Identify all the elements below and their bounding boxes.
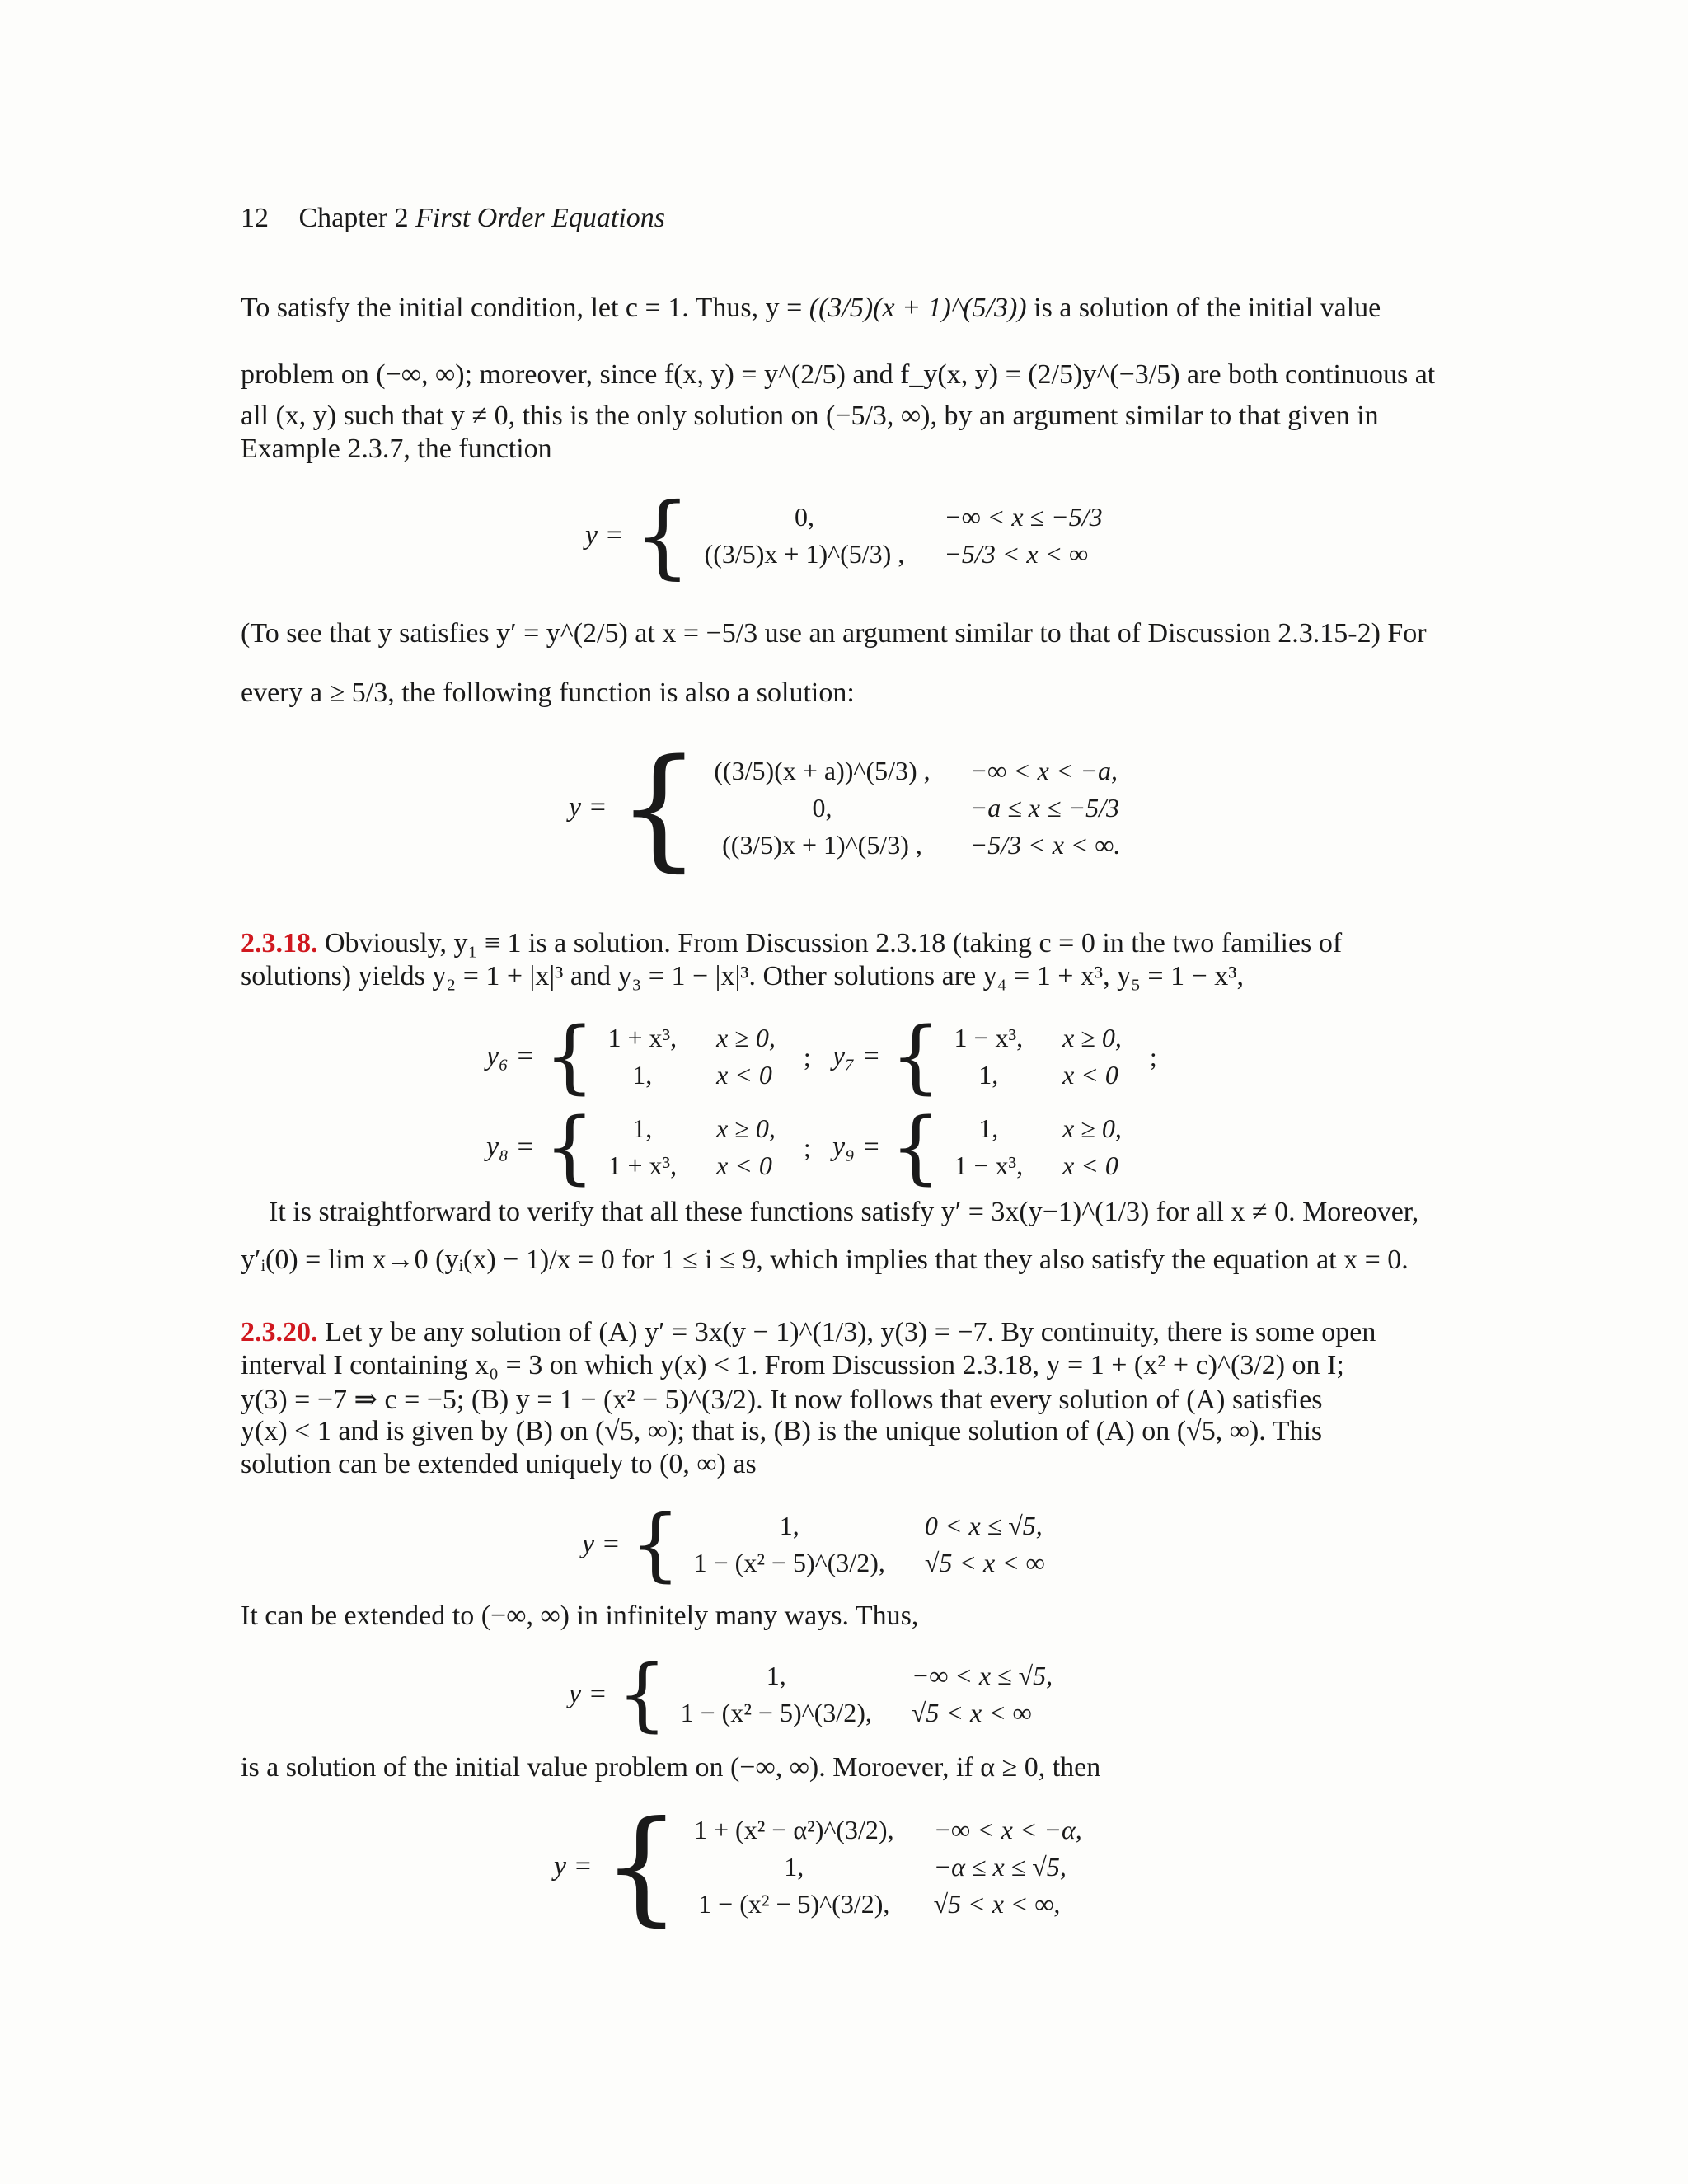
sec20-line3: y(3) = −7 ⇒ c = −5; (B) y = 1 − (x² − 5)^(3/2). It now follows that every solution of (A) satisfies (241, 1385, 1323, 1415)
running-header (241, 203, 665, 234)
para1-expr: ((3/5)(x + 1)^(5/3)) (809, 293, 1027, 323)
equation-piecewise-4: y = { 1, −∞ < x ≤ √5, 1 − (x² − 5)^(3/2), √5 < x < ∞ (569, 1655, 1072, 1734)
sec20-line2: interval I containing x₀ = 3 on which y(x) < 1. From Discussion 2.3.18, y = 1 + (x² + c)^(3/2) on I; (241, 1350, 1344, 1380)
equation-y6: y₆ = { 1 + x³, x ≥ 0, 1, x < 0 ; (486, 1010, 811, 1103)
equation-piecewise-3: y = { 1, 0 < x ≤ √5, 1 − (x² − 5)^(3/2), √5 < x < ∞ (582, 1505, 1065, 1584)
chapter-label: Chapter 2 (298, 203, 409, 233)
cases-table: 1, x ≥ 0, 1 + x³, x < 0 (607, 1113, 776, 1180)
case-row: ((3/5)(x + a))^(5/3) , −∞ < x < −a, (714, 755, 1118, 785)
cases-table: 1 − x³, x ≥ 0, 1, x < 0 (954, 1023, 1122, 1090)
left-brace-icon: { (633, 483, 692, 588)
case-row: ((3/5)x + 1)^(5/3) , −5/3 < x < ∞. (722, 829, 1121, 860)
equation-y8: y₈ = { 1, x ≥ 0, 1 + x³, x < 0 ; (486, 1101, 811, 1193)
para3-line2: y′ᵢ(0) = lim x→0 (yᵢ(x) − 1)/x = 0 for 1 ≤ i ≤ 9, which implies that they also satisfy the equation at x = 0. (241, 1244, 1409, 1275)
para1-text-b: is a solution of the initial value (1034, 293, 1381, 323)
equation-lhs: y = (585, 520, 624, 551)
exercise-label: 2.3.20. (241, 1317, 318, 1347)
para1-line2: problem on (−∞, ∞); moreover, since f(x, y) = y^(2/5) and f_y(x, y) = (2/5)y^(−3/5) are both continuous at (241, 359, 1436, 390)
left-brace-icon: { (890, 1101, 941, 1193)
page-number: 12 (241, 203, 269, 233)
left-brace-icon: { (602, 1795, 681, 1938)
para5: is a solution of the initial value problem on (−∞, ∞). Moroever, if α ≥ 0, then (241, 1752, 1101, 1783)
exercise-label: 2.3.18. (241, 928, 318, 958)
para1-line1 (241, 293, 1381, 324)
para3-line1: It is straightforward to verify that all these functions satisfy y′ = 3x(y−1)^(1/3) for all x ≠ 0. Moreover, (269, 1197, 1419, 1227)
sec20-line5: solution can be extended uniquely to (0, ∞) as (241, 1449, 757, 1479)
left-brace-icon: { (617, 730, 701, 884)
left-brace-icon: { (890, 1010, 941, 1103)
cases-table: 1 + (x² − α²)^(3/2), −∞ < x < −α, 1, −α ≤ x ≤ √5, 1 − (x² − 5)^(3/2), √5 < x < ∞, (693, 1814, 1082, 1919)
para1-text-a: To satisfy the initial condition, let c = 1. Thus, y = (241, 293, 809, 323)
equation-y7: y₇ = { 1 − x³, x ≥ 0, 1, x < 0 ; (832, 1010, 1157, 1103)
para4: It can be extended to (−∞, ∞) in infinitely many ways. Thus, (241, 1601, 919, 1631)
chapter-title: First Order Equations (415, 203, 666, 233)
cases-table: 1, 0 < x ≤ √5, 1 − (x² − 5)^(3/2), √5 < x < ∞ (693, 1511, 1045, 1577)
left-brace-icon: { (630, 1498, 681, 1591)
equation-piecewise-1 (585, 483, 1123, 588)
cases-table: 1 + x³, x ≥ 0, 1, x < 0 (607, 1023, 776, 1090)
para2-line2: every a ≥ 5/3, the following function is also a solution: (241, 677, 855, 708)
left-brace-icon: { (544, 1010, 595, 1103)
sec18-line2: solutions) yields y₂ = 1 + |x|³ and y₃ = 1 − |x|³. Other solutions are y₄ = 1 + x³, y₅ = 1 − x³, (241, 961, 1244, 991)
equation-piecewise-5: y = { 1 + (x² − α²)^(3/2), −∞ < x < −α, 1, −α ≤ x ≤ √5, 1 − (x² − 5)^(3/2), √5 < x < ∞, (554, 1805, 1102, 1929)
cases-table (714, 752, 1140, 864)
case-row: ((3/5)x + 1)^(5/3) , −5/3 < x < ∞ (704, 539, 1089, 569)
sec18-line1: 2.3.18. Obviously, y₁ ≡ 1 is a solution. From Discussion 2.3.18 (taking c = 0 in the two families of (241, 928, 1343, 958)
equation-y9: y₉ = { 1, x ≥ 0, 1 − x³, x < 0 (832, 1108, 1142, 1187)
sec20-line1: 2.3.20. Let y be any solution of (A) y′ = 3x(y − 1)^(1/3), y(3) = −7. By continuity, there is some open (241, 1317, 1376, 1347)
cases-table: 1, −∞ < x ≤ √5, 1 − (x² − 5)^(3/2), √5 < x < ∞ (680, 1661, 1053, 1727)
equation-piecewise-2 (569, 730, 1140, 884)
left-brace-icon: { (617, 1648, 668, 1741)
para1-line3: all (x, y) such that y ≠ 0, this is the only solution on (−5/3, ∞), by an argument similar to that given in (241, 401, 1379, 431)
para2-line1: (To see that y satisfies y′ = y^(2/5) at x = −5/3 use an argument similar to that of Discussion 2.3.15-2) For (241, 618, 1427, 649)
left-brace-icon: { (544, 1101, 595, 1193)
sec20-line4: y(x) < 1 and is given by (B) on (√5, ∞); that is, (B) is the unique solution of (A) on (√5, ∞). This (241, 1416, 1323, 1446)
equation-lhs: y = (569, 792, 607, 823)
cases-table: 1, x ≥ 0, 1 − x³, x < 0 (954, 1113, 1122, 1180)
case-row: 0, −a ≤ x ≤ −5/3 (812, 792, 1120, 823)
cases-table (705, 499, 1123, 573)
para1-line4: Example 2.3.7, the function (241, 434, 552, 464)
case-row: 0, −∞ < x ≤ −5/3 (794, 502, 1103, 532)
